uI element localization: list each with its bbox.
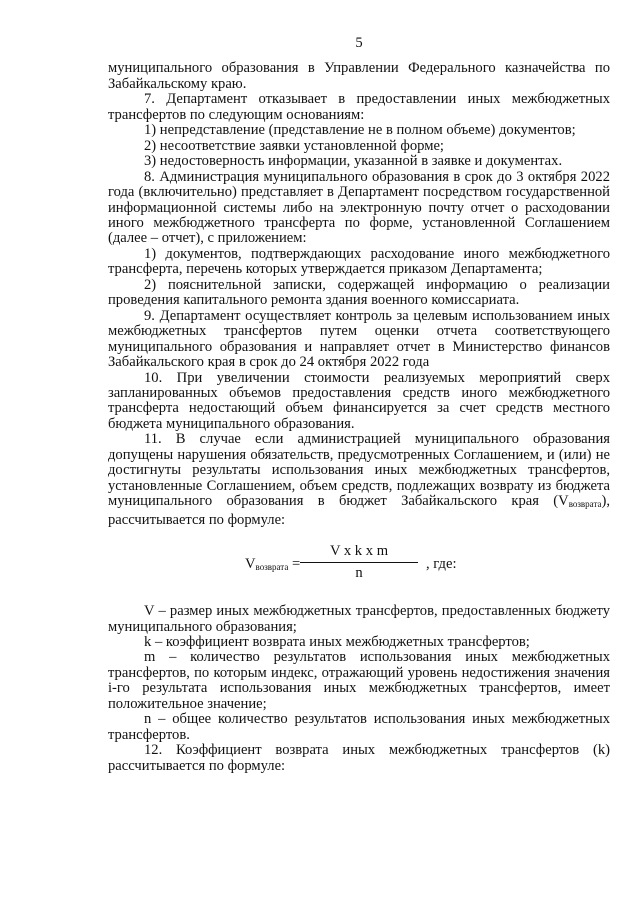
paragraph: 2) пояснительной записки, содержащей информацию о реализации проведения капитального ремонта здания военного комиссариата. bbox=[108, 276, 610, 309]
paragraph: k – коэффициент возврата иных межбюджетных трансфертов; bbox=[144, 633, 530, 650]
formula-lhs-symbol: V bbox=[245, 556, 256, 573]
paragraph: 2) несоответствие заявки установленной форме; bbox=[144, 137, 444, 154]
formula-numerator: V x k x m bbox=[300, 544, 418, 562]
paragraph-11 bbox=[108, 432, 610, 528]
paragraph: 1) непредставление (представление не в полном объеме) документов; bbox=[144, 122, 576, 139]
paragraph: 3) недостоверность информации, указанной в заявке и документах. bbox=[144, 153, 563, 170]
paragraph: 9. Департамент осуществляет контроль за целевым использованием иных межбюджетных трансфертов путем оценки отчета соответствующего муниципального образования и направляет отчет в Министерство финансов Забайкальского края в срок до 24 октября 2022 года bbox=[108, 307, 610, 371]
formula-lhs-subscript: возврата bbox=[255, 562, 289, 573]
paragraph: муниципального образования в Управлении Федерального казначейства по Забайкальскому краю. bbox=[108, 60, 610, 92]
v-symbol: (V bbox=[553, 493, 569, 510]
formula-equals: = bbox=[288, 556, 301, 573]
formula-lhs bbox=[245, 557, 300, 575]
paragraph: 12. Коэффициент возврата иных межбюджетных трансфертов (k) рассчитывается по формуле: bbox=[108, 742, 610, 774]
paragraph: n – общее количество результатов использования иных межбюджетных трансфертов. bbox=[108, 711, 610, 743]
paragraph-11-text: 11. В случае если администрацией муниципального образования допущены нарушения обязательств, предусмотренных Соглашением, и (или) не достигнуты результаты использования иных межбюджетных трансфертов, установленные Соглашением, объем средств, подлежащих возврату из бюджета муниципального образования в бюджет Забайкальского края bbox=[108, 431, 610, 510]
paragraph-11-tail: ), рассчитывается по формуле: bbox=[108, 493, 610, 528]
paragraph: 10. При увеличении стоимости реализуемых мероприятий сверх запланированных объемов предоставления средств иного межбюджетного трансферта недостающий объем финансируется за счет средств местного бюджета муниципального образования. bbox=[108, 369, 610, 432]
formula bbox=[108, 544, 610, 604]
paragraph: 8. Администрация муниципального образования в срок до 3 октября 2022 года (включительно) представляет в Департамент посредством государственной информационной системы либо на электронную почту отчет о расходовании иного межбюджетного трансферта по форме, установленной Соглашением (далее – отчет), с приложением: bbox=[108, 168, 610, 247]
paragraph: m – количество результатов использования иных межбюджетных трансфертов, по которым индекс, отражающий уровень недостижения значения i-го результата использования иных межбюджетных трансфертов, имеет положительное значение; bbox=[108, 649, 610, 712]
v-subscript: возврата bbox=[568, 499, 602, 510]
formula-tail: , где: bbox=[426, 556, 457, 573]
formula-denominator: n bbox=[355, 565, 363, 582]
page-number: 5 bbox=[355, 35, 363, 51]
paragraph: 7. Департамент отказывает в предоставлении иных межбюджетных трансфертов по следующим основаниям: bbox=[108, 91, 610, 123]
paragraph: 1) документов, подтверждающих расходование иного межбюджетного трансферта, перечень которых утверждается приказом Департамента; bbox=[108, 245, 610, 278]
paragraph: V – размер иных межбюджетных трансфертов, предоставленных бюджету муниципального образования; bbox=[108, 603, 610, 635]
